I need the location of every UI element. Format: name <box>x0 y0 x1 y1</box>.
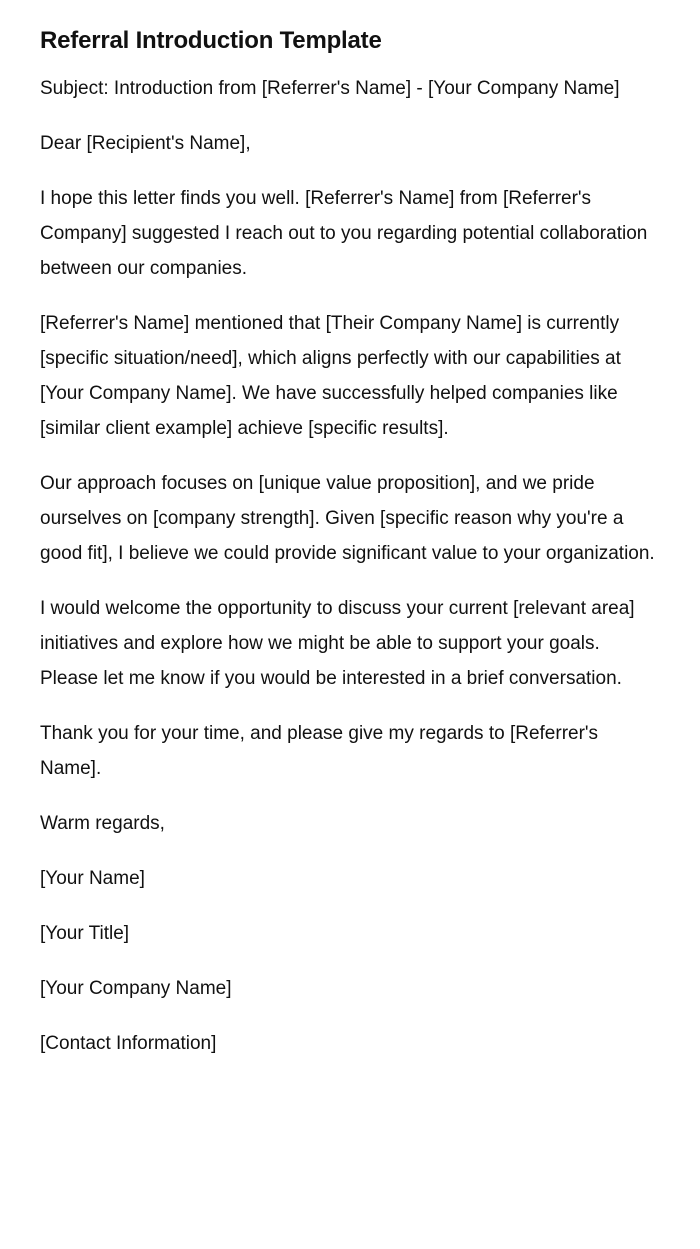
body-paragraph-4: I would welcome the opportunity to discuss your current [relevant area] initiatives and explore how we might be able to support your goals. Please let me know if you would be interested in a brief conversation. <box>40 598 635 689</box>
greeting: Dear [Recipient's Name], <box>40 133 251 154</box>
body-paragraph-1: I hope this letter finds you well. [Referrer's Name] from [Referrer's Company] suggested I reach out to you regarding potential collaboration between our companies. <box>40 188 648 279</box>
signature-contact: [Contact Information] <box>40 1033 217 1054</box>
signature-title: [Your Title] <box>40 923 130 944</box>
closing: Warm regards, <box>40 813 165 834</box>
document-title: Referral Introduction Template <box>40 27 382 54</box>
subject-line: Subject: Introduction from [Referrer's Name] - [Your Company Name] <box>40 78 620 99</box>
body-paragraph-5: Thank you for your time, and please give my regards to [Referrer's Name]. <box>40 723 599 779</box>
body-paragraph-3: Our approach focuses on [unique value proposition], and we pride ourselves on [company strength]. Given [specific reason why you're a good fit], I believe we could provide significant value to your organization. <box>40 473 655 564</box>
signature-name: [Your Name] <box>40 868 145 889</box>
signature-company: [Your Company Name] <box>40 978 232 999</box>
body-paragraph-2: [Referrer's Name] mentioned that [Their Company Name] is currently [specific situation/need], which aligns perfectly with our capabilities at [Your Company Name]. We have successfully helped companies like [similar client example] achieve [specific results]. <box>40 313 621 439</box>
